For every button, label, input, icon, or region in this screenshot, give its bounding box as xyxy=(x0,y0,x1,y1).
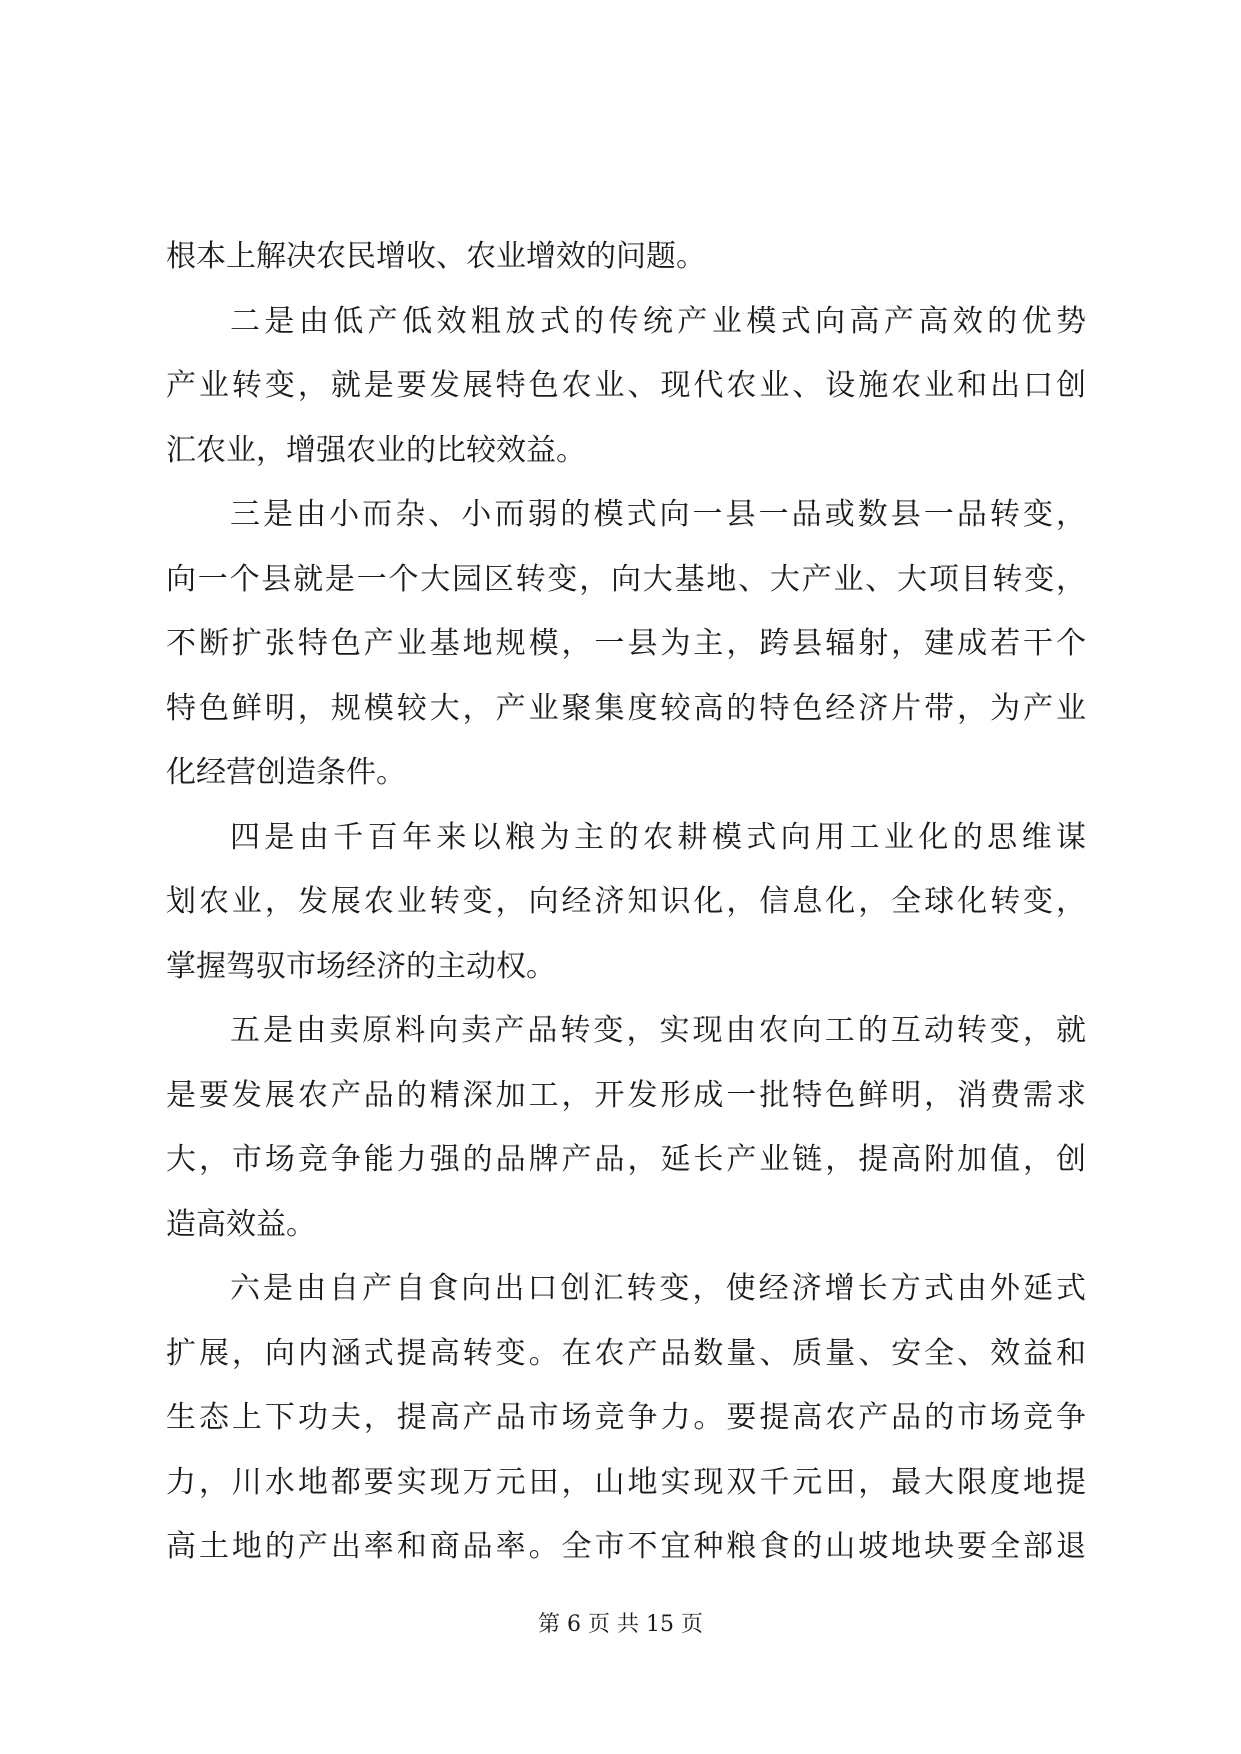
text-line: 汇农业，增强农业的比较效益。 xyxy=(166,432,586,468)
text-line: 二是由低产低效粗放式的传统产业模式向高产高效的优势 xyxy=(230,303,1086,339)
page-number-footer: 第 6 页 共 15 页 xyxy=(538,1612,703,1637)
text-line: 六是由自产自食向出口创汇转变，使经济增长方式由外延式 xyxy=(230,1271,1086,1306)
text-line: 根本上解决农民增收、农业增效的问题。 xyxy=(166,239,706,274)
text-line: 力，川水地都要实现万元田，山地实现双千元田，最大限度地提 xyxy=(166,1464,1086,1500)
text-line: 不断扩张特色产业基地规模，一县为主，跨县辐射，建成若干个 xyxy=(166,626,1086,661)
text-line: 生态上下功夫，提高产品市场竞争力。要提高农产品的市场竞争 xyxy=(166,1400,1086,1435)
text-line: 造高效益。 xyxy=(166,1206,316,1242)
text-line: 三是由小而杂、小而弱的模式向一县一品或数县一品转变， xyxy=(230,497,1086,532)
text-line: 化经营创造条件。 xyxy=(166,755,406,790)
text-line: 特色鲜明，规模较大，产业聚集度较高的特色经济片带，为产业 xyxy=(166,690,1086,726)
text-line: 扩展，向内涵式提高转变。在农产品数量、质量、安全、效益和 xyxy=(166,1335,1086,1371)
text-line: 高土地的产出率和商品率。全市不宜种粮食的山坡地块要全部退 xyxy=(166,1529,1086,1564)
body-text xyxy=(166,225,1086,1580)
text-line: 五是由卖原料向卖产品转变，实现由农向工的互动转变，就 xyxy=(230,1013,1086,1048)
text-line: 向一个县就是一个大园区转变，向大基地、大产业、大项目转变， xyxy=(166,561,1086,597)
text-line: 四是由千百年来以粮为主的农耕模式向用工业化的思维谋 xyxy=(230,819,1086,855)
text-line: 掌握驾驭市场经济的主动权。 xyxy=(166,948,556,984)
text-line: 产业转变，就是要发展特色农业、现代农业、设施农业和出口创 xyxy=(166,368,1086,403)
text-line: 大，市场竞争能力强的品牌产品，延长产业链，提高附加值，创 xyxy=(166,1142,1086,1177)
text-line: 是要发展农产品的精深加工，开发形成一批特色鲜明，消费需求 xyxy=(166,1077,1086,1113)
text-line: 划农业，发展农业转变，向经济知识化，信息化，全球化转变， xyxy=(166,884,1086,919)
